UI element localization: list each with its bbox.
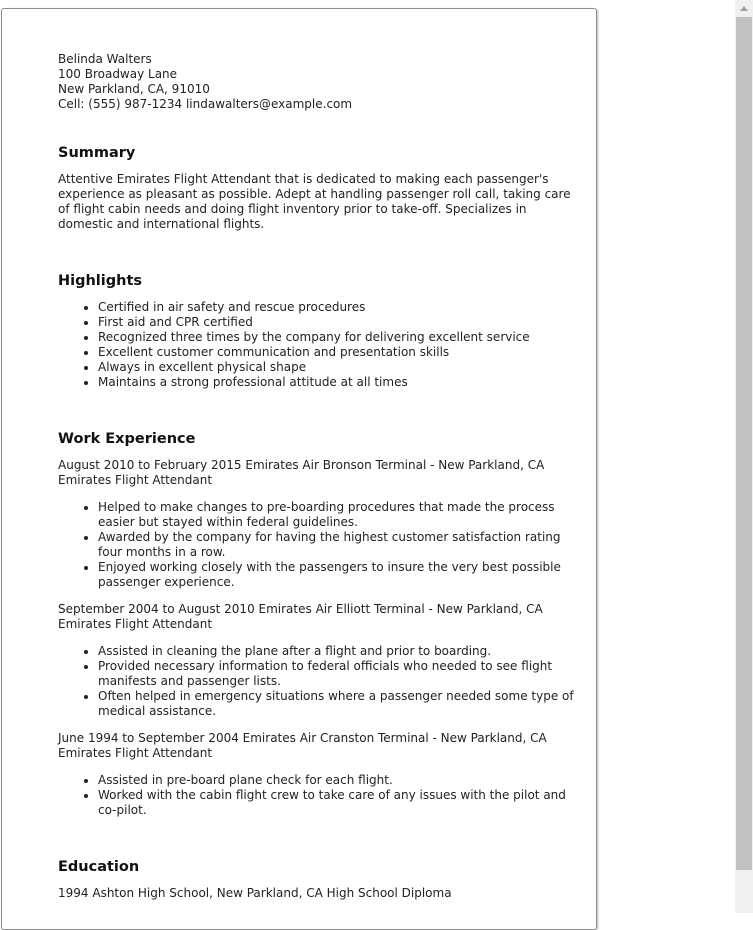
education-heading: Education [58, 859, 140, 875]
job-bullet: • Helped to make changes to pre-boarding procedures that made the process easier but stayed within federal guidelines. [98, 500, 584, 530]
highlights-list [58, 300, 584, 390]
contact-street: 100 Broadway Lane [58, 67, 178, 81]
job-bullet: • Often helped in emergency situations where a passenger needed some type of medical assistance. [98, 689, 584, 719]
contact-name: Belinda Walters [58, 52, 152, 66]
highlights-heading: Highlights [58, 273, 143, 289]
highlight-item: • Always in excellent physical shape [98, 360, 584, 375]
resume-content [58, 52, 584, 901]
highlight-item: • First aid and CPR certified [98, 315, 584, 330]
job-heading: August 2010 to February 2015 Emirates Air Bronson Terminal - New Parkland, CA Emirates Flight Attendant [58, 458, 545, 487]
job-bullets [58, 773, 584, 818]
vertical-scrollbar[interactable] [735, 0, 753, 913]
job-bullet: • Assisted in cleaning the plane after a flight and prior to boarding. [98, 644, 584, 659]
experience-heading: Work Experience [58, 431, 196, 447]
contact-block [58, 52, 584, 112]
job-bullet: • Enjoyed working closely with the passengers to insure the very best possible passenger experience. [98, 560, 584, 590]
highlight-item: • Certified in air safety and rescue procedures [98, 300, 584, 315]
job-bullet: • Assisted in pre-board plane check for each flight. [98, 773, 584, 788]
education-text: 1994 Ashton High School, New Parkland, CA High School Diploma [58, 886, 452, 900]
job-bullet: • Awarded by the company for having the highest customer satisfaction rating four months in a row. [98, 530, 584, 560]
job-bullets [58, 644, 584, 719]
highlight-item: • Excellent customer communication and presentation skills [98, 345, 584, 360]
resume-page [1, 8, 597, 930]
scroll-thumb[interactable] [736, 17, 752, 870]
highlight-item: • Recognized three times by the company for delivering excellent service [98, 330, 584, 345]
job-bullet: • Worked with the cabin flight crew to take care of any issues with the pilot and co-pilot. [98, 788, 584, 818]
contact-city: New Parkland, CA, 91010 [58, 82, 210, 96]
job-bullets [58, 500, 584, 590]
job-bullet: • Provided necessary information to federal officials who needed to see flight manifests and passenger lists. [98, 659, 584, 689]
job-heading: June 1994 to September 2004 Emirates Air Cranston Terminal - New Parkland, CA Emirates Flight Attendant [58, 731, 547, 760]
summary-heading: Summary [58, 145, 136, 161]
scroll-up-arrow-icon[interactable] [735, 0, 753, 17]
highlight-item: • Maintains a strong professional attitude at all times [98, 375, 584, 390]
contact-cell-email: Cell: (555) 987-1234 lindawalters@example.com [58, 97, 353, 111]
summary-text: Attentive Emirates Flight Attendant that is dedicated to making each passenger's experience as pleasant as possible. Adept at handling passenger roll call, taking care of flight cabin needs and doing flight inventory prior to take-off. Specializes in domestic and international flights. [58, 172, 571, 231]
job-heading: September 2004 to August 2010 Emirates Air Elliott Terminal - New Parkland, CA Emirates Flight Attendant [58, 602, 543, 631]
